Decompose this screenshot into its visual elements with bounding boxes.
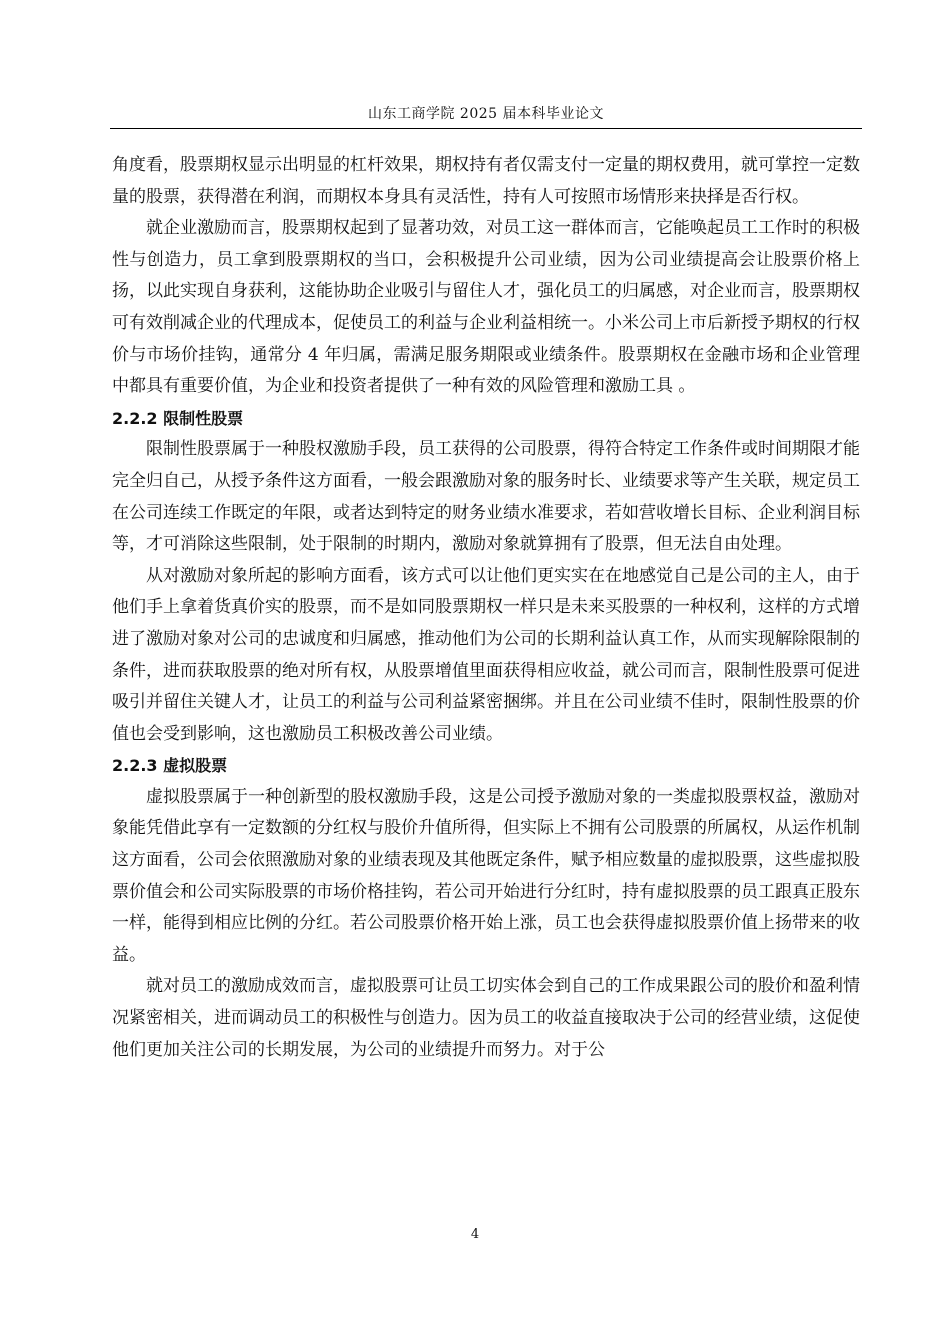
page-header: 山东工商学院 2025 届本科毕业论文 bbox=[367, 106, 605, 122]
paragraph-stock-options-leverage: 角度看，股票期权显示出明显的杠杆效果，期权持有者仅需支付一定量的期权费用，就可掌控一定数量的股票，获得潜在利润，而期权本身具有灵活性，持有人可按照市场情形来抉择是否行权。 bbox=[112, 155, 860, 207]
section-heading-virtual-stock: 2.2.3 虚拟股票 bbox=[112, 756, 228, 776]
header-divider bbox=[110, 128, 862, 129]
paragraph-restricted-stock-definition: 限制性股票属于一种股权激励手段，员工获得的公司股票，得符合特定工作条件或时间期限才能完全归自己，从授予条件这方面看，一般会跟激励对象的服务时长、业绩要求等产生关联，规定员工在公司连续工作既定的年限，或者达到特定的财务业绩水准要求，若如营收增长目标、企业利润目标等，才可消除这些限制，处于限制的时期内，激励对象就算拥有了股票，但无法自由处理。 bbox=[112, 439, 860, 555]
section-heading-restricted-stock: 2.2.2 限制性股票 bbox=[112, 408, 244, 428]
page-number: 4 bbox=[470, 1227, 480, 1242]
page-body bbox=[112, 150, 860, 1066]
paragraph-restricted-stock-impact: 从对激励对象所起的影响方面看，该方式可以让他们更实实在在地感觉自己是公司的主人，由于他们手上拿着货真价实的股票，而不是如同股票期权一样只是未来买股票的一种权利，这样的方式增进了激励对象对公司的忠诚度和归属感，推动他们为公司的长期利益认真工作，从而实现解除限制的条件，进而获取股票的绝对所有权，从股票增值里面获得相应收益，就公司而言，限制性股票可促进吸引并留住关键人才，让员工的利益与公司利益紧密捆绑。并且在公司业绩不佳时，限制性股票的价值也会受到影响，这也激励员工积极改善公司业绩。 bbox=[112, 565, 860, 744]
paragraph-virtual-stock-definition: 虚拟股票属于一种创新型的股权激励手段，这是公司授予激励对象的一类虚拟股票权益，激励对象能凭借此享有一定数额的分红权与股价升值所得，但实际上不拥有公司股票的所属权，从运作机制这方面看，公司会依照激励对象的业绩表现及其他既定条件，赋予相应数量的虚拟股票，这些虚拟股票价值会和公司实际股票的市场价格挂钩，若公司开始进行分红时，持有虚拟股票的员工跟真正股东一样，能得到相应比例的分红。若公司股票价格开始上涨，员工也会获得虚拟股票价值上扬带来的收益。 bbox=[112, 786, 860, 965]
paragraph-virtual-stock-incentive: 就对员工的激励成效而言，虚拟股票可让员工切实体会到自己的工作成果跟公司的股价和盈利情况紧密相关，进而调动员工的积极性与创造力。因为员工的收益直接取决于公司的经营业绩，这促使他们更加关注公司的长期发展，为公司的业绩提升而努力。对于公 bbox=[112, 976, 860, 1060]
paragraph-stock-options-incentive: 就企业激励而言，股票期权起到了显著功效，对员工这一群体而言，它能唤起员工工作时的积极性与创造力，员工拿到股票期权的当口，会积极提升公司业绩，因为公司业绩提高会让股票价格上扬，以此实现自身获利，这能协助企业吸引与留住人才，强化员工的归属感，对企业而言，股票期权可有效削减企业的代理成本，促使员工的利益与企业利益相统一。小米公司上市后新授予期权的行权价与市场价挂钩，通常分 4 年归属，需满足服务期限或业绩条件。股票期权在金融市场和企业管理中都具有重要价值，为企业和投资者提供了一种有效的风险管理和激励工具 。 bbox=[112, 218, 860, 397]
